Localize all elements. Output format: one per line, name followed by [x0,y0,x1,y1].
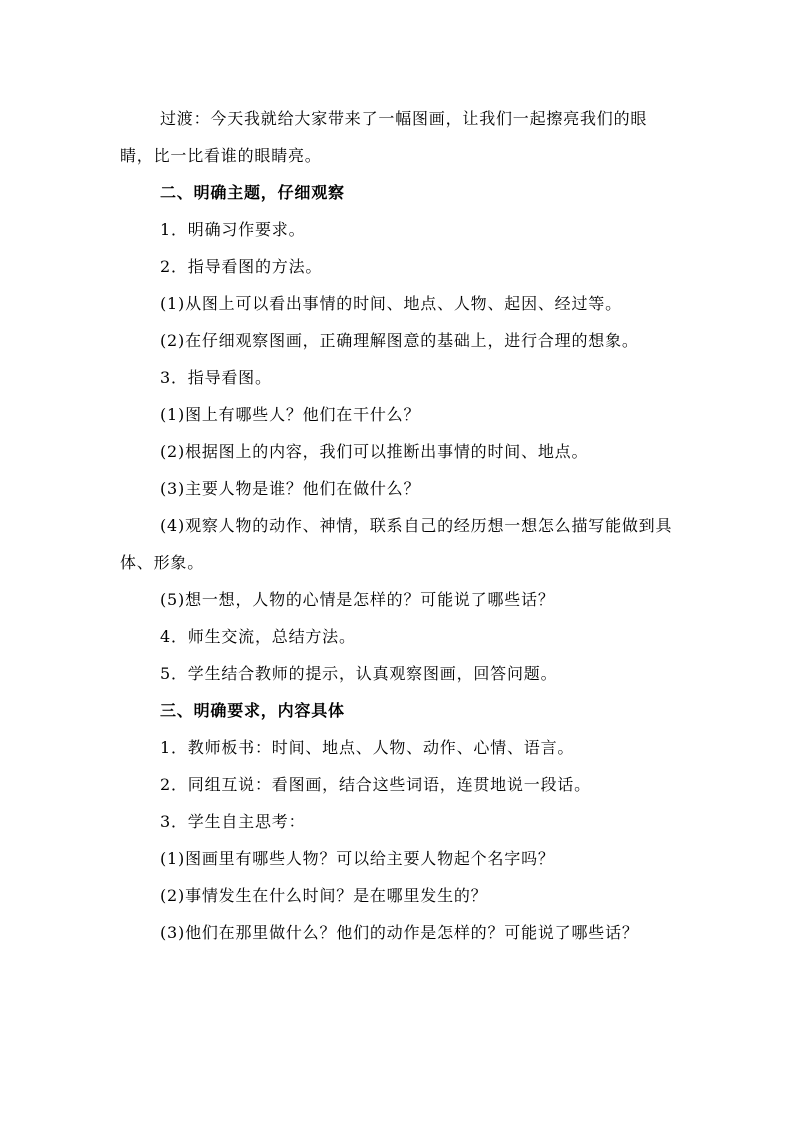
section-heading-3: 三、明确要求，内容具体 [160,701,345,720]
list-item: 1．明确习作要求。 [160,220,306,239]
sub-list-item: (3)他们在那里做什么？他们的动作是怎样的？可能说了哪些话？ [160,923,639,942]
sub-list-item: (1)图上有哪些人？他们在干什么？ [160,405,421,424]
transition-paragraph: 过渡：今天我就给大家带来了一幅图画，让我们一起擦亮我们的眼睛，比一比看谁的眼睛亮。 [120,109,648,165]
list-item: 2．指导看图的方法。 [160,257,323,276]
document-body [120,100,680,951]
list-item: 3．学生自主思考： [160,812,306,831]
list-item: 2．同组互说：看图画，结合这些词语，连贯地说一段话。 [160,775,591,794]
sub-list-item: (3)主要人物是谁？他们在做什么？ [160,479,421,498]
section-heading-2: 二、明确主题，仔细观察 [160,183,345,202]
sub-list-item: (4)观察人物的动作、神情，联系自己的经历想一想怎么描写能做到具体、形象。 [120,516,673,572]
sub-list-item: (2)事情发生在什么时间？是在哪里发生的？ [160,886,488,905]
sub-list-item: (2)在仔细观察图画，正确理解图意的基础上，进行合理的想象。 [160,331,639,350]
sub-list-item: (1)从图上可以看出事情的时间、地点、人物、起因、经过等。 [160,294,622,313]
list-item: 1．教师板书：时间、地点、人物、动作、心情、语言。 [160,738,575,757]
list-item: 4．师生交流，总结方法。 [160,627,356,646]
sub-list-item: (5)想一想，人物的心情是怎样的？可能说了哪些话？ [160,590,555,609]
list-item: 5．学生结合教师的提示，认真观察图画，回答问题。 [160,664,558,683]
sub-list-item: (1)图画里有哪些人物？可以给主要人物起个名字吗？ [160,849,555,868]
sub-list-item: (2)根据图上的内容，我们可以推断出事情的时间、地点。 [160,442,589,461]
list-item: 3．指导看图。 [160,368,272,387]
